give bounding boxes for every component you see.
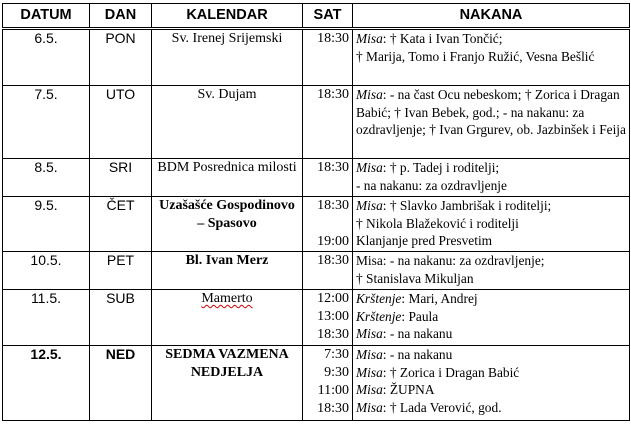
cell-sat: 18:30 [303, 252, 353, 290]
cell-sat: 18:30 [303, 159, 353, 197]
nakana-line [356, 177, 626, 195]
table-row [3, 346, 630, 421]
nakana-label: Misa [356, 31, 383, 46]
nakana-line [356, 30, 626, 48]
header-datum: DATUM [3, 4, 90, 29]
table-row [3, 159, 630, 197]
nakana-label: Misa [356, 399, 383, 415]
cell-sat: 18:30 [303, 86, 353, 159]
cell-datum: 12.5. [3, 346, 90, 421]
nakana-line [356, 325, 626, 343]
nakana-label: Misa [356, 382, 383, 397]
cell-nakana [353, 197, 630, 252]
cell-sat: 7:30 9:30 11:00 18:30 [303, 346, 353, 421]
header-sat: SAT [303, 4, 353, 29]
nakana-text: : - na nakanu [382, 326, 453, 341]
cell-sat: 18:30 [303, 29, 353, 86]
header-nakana: NAKANA [353, 4, 630, 29]
cell-kalendar [152, 290, 303, 346]
cell-nakana [353, 159, 630, 197]
nakana-line [356, 381, 626, 399]
nakana-text: Misa: - na nakanu: za ozdravljenje; [356, 253, 545, 268]
table-row [3, 197, 630, 252]
nakana-line [356, 48, 626, 66]
nakana-text: † Nikola Blažeković i roditelji [356, 215, 519, 231]
table-row [3, 29, 630, 86]
nakana-text: : Mari, Andrej [401, 291, 478, 306]
nakana-label: Misa [356, 160, 383, 175]
nakana-label: Misa [356, 347, 383, 362]
nakana-line [356, 232, 626, 250]
cell-nakana [353, 252, 630, 290]
nakana-text: : - na čast Ocu nebeskom; † Zorica i Dragan Babić; † Ivan Bebek, god.; - na nakanu: za ozdravljenje; † Ivan Grgurev, ob. Jazbinšek i Feija [356, 87, 626, 137]
table-row [3, 252, 630, 290]
kalendar-text: Mamerto [201, 291, 253, 306]
nakana-line [356, 197, 626, 215]
nakana-text: : † Kata i Ivan Tončić; [382, 31, 503, 46]
nakana-line [356, 346, 626, 364]
cell-sat: 12:00 13:00 18:30 [303, 290, 353, 346]
cell-sat: 18:30 19:00 [303, 197, 353, 252]
nakana-text: : ŽUPNA [382, 382, 435, 397]
cell-kalendar: Sv. Dujam [152, 86, 303, 159]
nakana-label: Misa [356, 198, 383, 213]
nakana-label: Misa [356, 87, 383, 102]
nakana-label: Misa [356, 364, 383, 380]
nakana-text: : † Zorica i Dragan Babić [382, 364, 520, 380]
cell-datum: 10.5. [3, 252, 90, 290]
nakana-text: : - na nakanu [382, 347, 453, 362]
nakana-label: Misa [356, 326, 383, 341]
header-kalendar: KALENDAR [152, 4, 303, 29]
cell-nakana [353, 86, 630, 159]
cell-dan: UTO [90, 86, 152, 159]
cell-datum: 7.5. [3, 86, 90, 159]
cell-datum: 8.5. [3, 159, 90, 197]
cell-nakana [353, 29, 630, 86]
cell-datum: 11.5. [3, 290, 90, 346]
nakana-line [356, 252, 626, 270]
nakana-text: - na nakanu: za ozdravljenje [356, 177, 507, 193]
header-dan: DAN [90, 4, 152, 29]
cell-dan: SRI [90, 159, 152, 197]
cell-kalendar: Uzašašće Gospodinovo – Spasovo [152, 197, 303, 252]
nakana-line [356, 290, 626, 308]
nakana-line [356, 215, 626, 233]
nakana-label: Krštenje [356, 291, 402, 306]
nakana-text: : † Lada Verović, god. [382, 399, 502, 415]
nakana-text: Klanjanje pred Presvetim [356, 233, 493, 248]
table-row [3, 290, 630, 346]
cell-dan: SUB [90, 290, 152, 346]
nakana-text: : Paula [401, 308, 439, 324]
nakana-text: : † p. Tadej i roditelji; [382, 160, 500, 175]
cell-kalendar: Bl. Ivan Merz [152, 252, 303, 290]
cell-dan: PON [90, 29, 152, 86]
schedule-table [2, 3, 630, 421]
cell-dan: ČET [90, 197, 152, 252]
nakana-text: : † Slavko Jambrišak i roditelji; [382, 198, 552, 213]
cell-datum: 6.5. [3, 29, 90, 86]
cell-nakana [353, 290, 630, 346]
cell-kalendar: Sv. Irenej Srijemski [152, 29, 303, 86]
cell-datum: 9.5. [3, 197, 90, 252]
table-row [3, 86, 630, 159]
nakana-line [356, 399, 626, 417]
nakana-line [356, 159, 626, 177]
nakana-text: † Marija, Tomo i Franjo Ružić, Vesna Bešlić [356, 48, 595, 64]
nakana-line [356, 364, 626, 382]
nakana-line [356, 86, 626, 139]
cell-nakana [353, 346, 630, 421]
nakana-line [356, 270, 626, 288]
nakana-text: † Stanislava Mikuljan [356, 270, 474, 286]
table-header [3, 4, 630, 29]
nakana-label: Krštenje [356, 308, 402, 324]
cell-kalendar: BDM Posrednica milosti [152, 159, 303, 197]
cell-kalendar: SEDMA VAZMENA NEDJELJA [152, 346, 303, 421]
cell-dan: NED [90, 346, 152, 421]
cell-dan: PET [90, 252, 152, 290]
nakana-line [356, 308, 626, 326]
